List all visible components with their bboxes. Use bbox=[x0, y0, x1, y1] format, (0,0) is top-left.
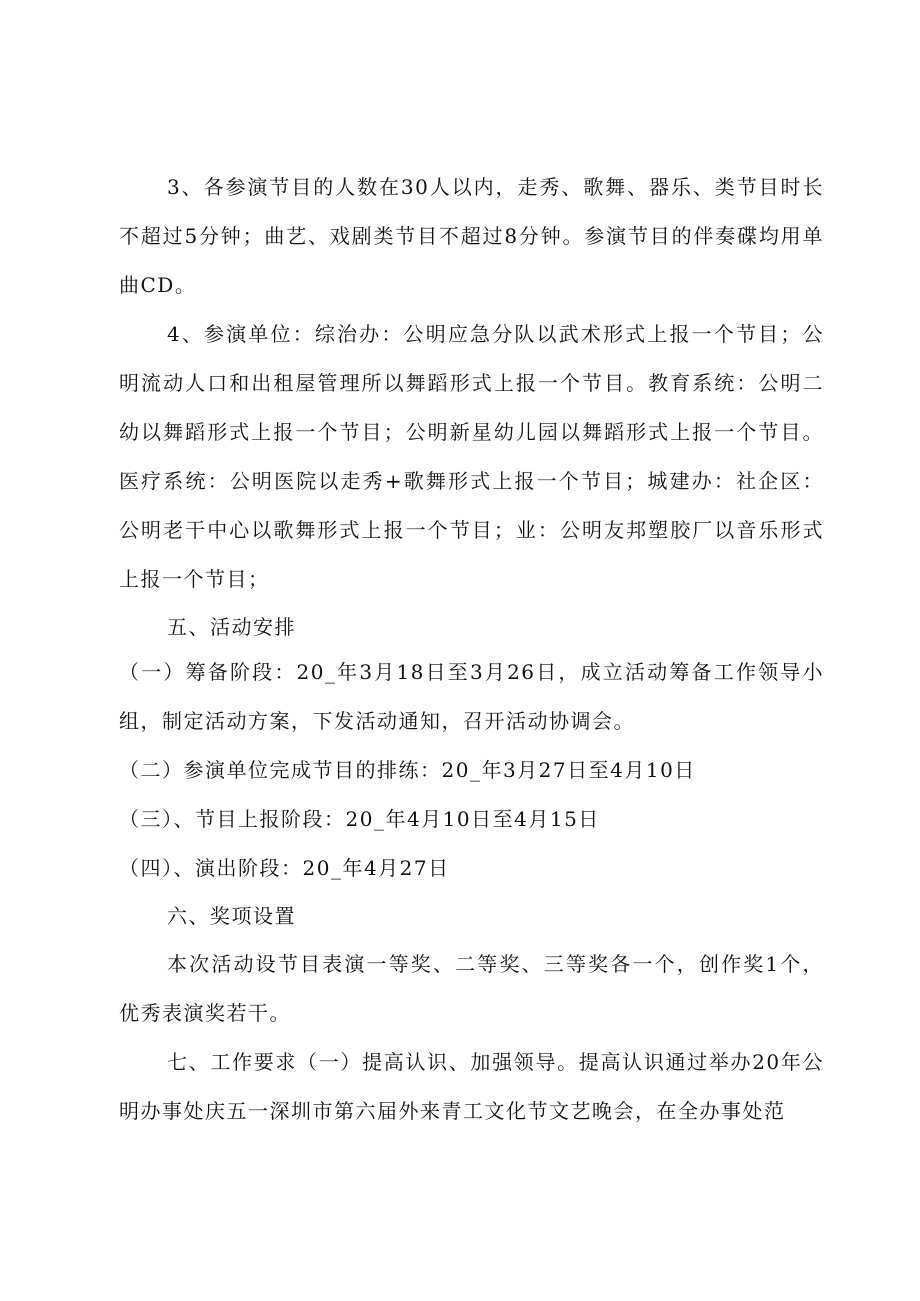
schedule-item-1: （一）筹备阶段：20_年3月18日至3月26日，成立活动筹备工作领导小组，制定活动方案，下发活动通知，召开活动协调会。 bbox=[119, 660, 824, 733]
schedule-item-2: （二）参演单位完成节目的排练：20_年3月27日至4月10日 bbox=[119, 758, 696, 782]
paragraph-item-3: 3、各参演节目的人数在30人以内，走秀、歌舞、器乐、类节目时长不超过5分钟；曲艺、戏剧类节目不超过8分钟。参演节目的伴奏碟均用单曲CD。 bbox=[119, 175, 824, 297]
awards-paragraph: 本次活动设节目表演一等奖、二等奖、三等奖各一个，创作奖1个，优秀表演奖若干。 bbox=[119, 952, 824, 1025]
schedule-item-3: （三）、节目上报阶段：20_年4月10日至4月15日 bbox=[119, 807, 600, 831]
work-requirements-paragraph: 七、工作要求（一）提高认识、加强领导。提高认识通过举办20年公明办事处庆五一深圳市第六届外来青工文化节文艺晚会，在全办事处范 bbox=[119, 1050, 824, 1123]
section-heading-6: 六、奖项设置 bbox=[167, 904, 296, 928]
paragraph-item-4: 4、参演单位：综治办：公明应急分队以武术形式上报一个节目；公明流动人口和出租屋管理所以舞蹈形式上报一个节目。教育系统：公明二幼以舞蹈形式上报一个节目；公明新星幼儿园以舞蹈形式上报一个节目。医疗系统：公明医院以走秀+歌舞形式上报一个节目；城建办：社企区：公明老干中心以歌舞形式上报一个节目；业：公明友邦塑胶厂以音乐形式上报一个节目； bbox=[119, 322, 824, 591]
section-heading-5: 五、活动安排 bbox=[167, 615, 296, 639]
schedule-item-4: （四）、演出阶段：20_年4月27日 bbox=[119, 856, 450, 880]
